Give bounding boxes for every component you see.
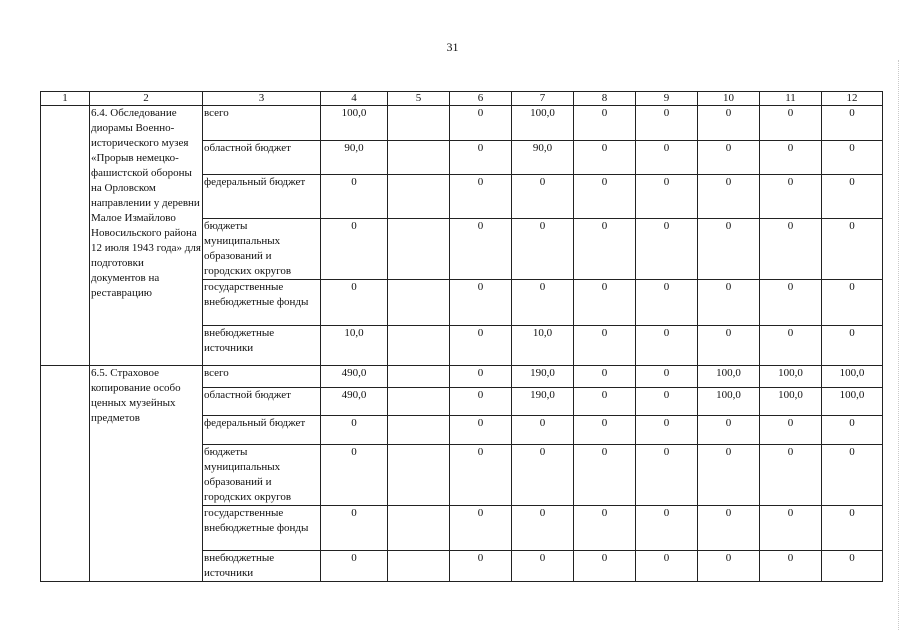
funding-source: федеральный бюджет bbox=[203, 416, 321, 445]
value-cell: 0 bbox=[574, 175, 636, 219]
value-cell: 100,0 bbox=[698, 366, 760, 388]
funding-source: бюджеты муниципальных образований и городских округов bbox=[203, 219, 321, 280]
value-cell: 0 bbox=[698, 445, 760, 506]
value-cell: 0 bbox=[450, 551, 512, 582]
row-number-cell bbox=[41, 366, 90, 582]
value-cell: 490,0 bbox=[321, 388, 388, 416]
value-cell: 0 bbox=[760, 551, 822, 582]
value-cell: 0 bbox=[512, 445, 574, 506]
header-cell: 2 bbox=[90, 92, 203, 106]
value-cell: 10,0 bbox=[512, 326, 574, 366]
value-cell: 0 bbox=[698, 416, 760, 445]
value-cell: 0 bbox=[512, 506, 574, 551]
value-cell: 0 bbox=[636, 366, 698, 388]
value-cell: 0 bbox=[698, 141, 760, 175]
value-cell: 0 bbox=[321, 551, 388, 582]
value-cell bbox=[388, 506, 450, 551]
value-cell: 0 bbox=[450, 388, 512, 416]
row-number-cell bbox=[41, 106, 90, 366]
value-cell: 0 bbox=[450, 141, 512, 175]
scan-edge-artifact bbox=[894, 60, 899, 630]
value-cell: 0 bbox=[760, 445, 822, 506]
value-cell: 0 bbox=[760, 141, 822, 175]
value-cell: 0 bbox=[760, 175, 822, 219]
funding-source: областной бюджет bbox=[203, 141, 321, 175]
value-cell: 0 bbox=[636, 416, 698, 445]
value-cell: 0 bbox=[450, 106, 512, 141]
value-cell: 0 bbox=[574, 416, 636, 445]
value-cell: 0 bbox=[512, 551, 574, 582]
value-cell: 100,0 bbox=[760, 388, 822, 416]
value-cell: 0 bbox=[574, 366, 636, 388]
value-cell: 100,0 bbox=[698, 388, 760, 416]
header-cell: 12 bbox=[822, 92, 883, 106]
table-row bbox=[41, 366, 883, 388]
funding-source: всего bbox=[203, 106, 321, 141]
funding-source: всего bbox=[203, 366, 321, 388]
value-cell: 0 bbox=[698, 175, 760, 219]
header-row bbox=[41, 92, 883, 106]
value-cell: 0 bbox=[760, 280, 822, 326]
value-cell: 190,0 bbox=[512, 366, 574, 388]
value-cell bbox=[388, 106, 450, 141]
value-cell: 0 bbox=[636, 326, 698, 366]
value-cell: 100,0 bbox=[822, 388, 883, 416]
funding-source: федеральный бюджет bbox=[203, 175, 321, 219]
value-cell: 0 bbox=[760, 416, 822, 445]
funding-source: государственные внебюджетные фонды bbox=[203, 506, 321, 551]
value-cell: 0 bbox=[450, 445, 512, 506]
activity-description: 6.5. Страховое копирование особо ценных музейных предметов bbox=[90, 366, 203, 582]
value-cell: 0 bbox=[636, 219, 698, 280]
header-cell: 11 bbox=[760, 92, 822, 106]
value-cell: 0 bbox=[822, 551, 883, 582]
header-cell: 5 bbox=[388, 92, 450, 106]
value-cell: 0 bbox=[321, 219, 388, 280]
value-cell: 0 bbox=[698, 551, 760, 582]
value-cell: 0 bbox=[321, 175, 388, 219]
budget-table bbox=[40, 91, 883, 582]
header-cell: 4 bbox=[321, 92, 388, 106]
value-cell: 0 bbox=[760, 506, 822, 551]
value-cell: 0 bbox=[636, 106, 698, 141]
value-cell: 0 bbox=[574, 388, 636, 416]
value-cell: 0 bbox=[574, 280, 636, 326]
header-cell: 9 bbox=[636, 92, 698, 106]
value-cell bbox=[388, 141, 450, 175]
page-number: 31 bbox=[446, 40, 459, 54]
value-cell bbox=[388, 445, 450, 506]
value-cell: 0 bbox=[321, 445, 388, 506]
header-cell: 10 bbox=[698, 92, 760, 106]
value-cell: 0 bbox=[321, 506, 388, 551]
value-cell: 0 bbox=[698, 106, 760, 141]
value-cell: 490,0 bbox=[321, 366, 388, 388]
value-cell: 0 bbox=[822, 506, 883, 551]
value-cell: 0 bbox=[450, 280, 512, 326]
value-cell bbox=[388, 326, 450, 366]
value-cell: 0 bbox=[321, 280, 388, 326]
value-cell: 0 bbox=[512, 219, 574, 280]
value-cell: 100,0 bbox=[321, 106, 388, 141]
value-cell: 0 bbox=[636, 506, 698, 551]
value-cell: 0 bbox=[822, 326, 883, 366]
value-cell: 0 bbox=[698, 219, 760, 280]
value-cell: 0 bbox=[822, 141, 883, 175]
value-cell: 0 bbox=[450, 366, 512, 388]
value-cell: 0 bbox=[450, 219, 512, 280]
value-cell: 0 bbox=[698, 506, 760, 551]
value-cell: 0 bbox=[574, 326, 636, 366]
value-cell: 0 bbox=[636, 280, 698, 326]
value-cell: 0 bbox=[822, 106, 883, 141]
header-cell: 1 bbox=[41, 92, 90, 106]
value-cell bbox=[388, 416, 450, 445]
value-cell: 0 bbox=[321, 416, 388, 445]
value-cell: 0 bbox=[760, 326, 822, 366]
value-cell: 0 bbox=[512, 416, 574, 445]
value-cell bbox=[388, 219, 450, 280]
value-cell bbox=[388, 175, 450, 219]
activity-description: 6.4. Обследование диорамы Военно-исторического музея «Прорыв немецко-фашистской обороны на Орловском направлении у деревни Малое Измайлово Новосильского района 12 июля 1943 года» для подготовки документов на реставрацию bbox=[90, 106, 203, 366]
value-cell: 0 bbox=[574, 141, 636, 175]
value-cell: 0 bbox=[450, 506, 512, 551]
value-cell: 0 bbox=[574, 106, 636, 141]
value-cell: 0 bbox=[822, 219, 883, 280]
header-cell: 6 bbox=[450, 92, 512, 106]
value-cell: 0 bbox=[574, 219, 636, 280]
header-cell: 7 bbox=[512, 92, 574, 106]
value-cell: 0 bbox=[636, 445, 698, 506]
value-cell: 0 bbox=[822, 416, 883, 445]
value-cell: 0 bbox=[698, 326, 760, 366]
value-cell: 10,0 bbox=[321, 326, 388, 366]
value-cell: 0 bbox=[574, 551, 636, 582]
value-cell: 0 bbox=[574, 506, 636, 551]
value-cell bbox=[388, 280, 450, 326]
value-cell: 0 bbox=[574, 445, 636, 506]
table-row bbox=[41, 106, 883, 141]
value-cell: 0 bbox=[822, 445, 883, 506]
value-cell: 0 bbox=[636, 551, 698, 582]
value-cell: 0 bbox=[450, 416, 512, 445]
header-cell: 3 bbox=[203, 92, 321, 106]
value-cell: 90,0 bbox=[512, 141, 574, 175]
value-cell: 100,0 bbox=[512, 106, 574, 141]
value-cell: 0 bbox=[698, 280, 760, 326]
value-cell: 0 bbox=[760, 219, 822, 280]
value-cell: 100,0 bbox=[760, 366, 822, 388]
value-cell: 0 bbox=[450, 175, 512, 219]
value-cell: 190,0 bbox=[512, 388, 574, 416]
header-cell: 8 bbox=[574, 92, 636, 106]
value-cell: 0 bbox=[636, 388, 698, 416]
funding-source: внебюджетные источники bbox=[203, 326, 321, 366]
value-cell: 0 bbox=[636, 175, 698, 219]
funding-source: областной бюджет bbox=[203, 388, 321, 416]
value-cell: 90,0 bbox=[321, 141, 388, 175]
value-cell: 0 bbox=[760, 106, 822, 141]
funding-source: государственные внебюджетные фонды bbox=[203, 280, 321, 326]
value-cell: 0 bbox=[822, 175, 883, 219]
value-cell: 0 bbox=[512, 280, 574, 326]
value-cell bbox=[388, 551, 450, 582]
value-cell: 0 bbox=[450, 326, 512, 366]
value-cell: 0 bbox=[512, 175, 574, 219]
funding-source: внебюджетные источники bbox=[203, 551, 321, 582]
value-cell bbox=[388, 388, 450, 416]
value-cell bbox=[388, 366, 450, 388]
value-cell: 0 bbox=[822, 280, 883, 326]
value-cell: 0 bbox=[636, 141, 698, 175]
value-cell: 100,0 bbox=[822, 366, 883, 388]
funding-source: бюджеты муниципальных образований и городских округов bbox=[203, 445, 321, 506]
